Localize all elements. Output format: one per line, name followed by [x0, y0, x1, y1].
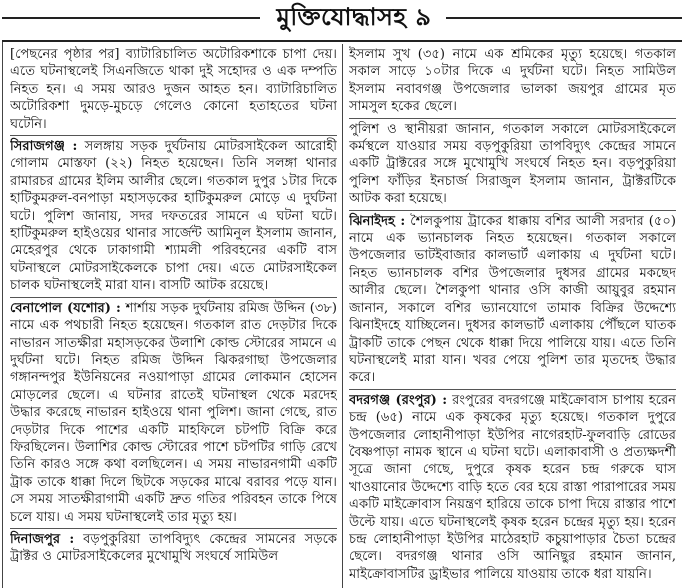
- paragraph-divider: [10, 297, 337, 298]
- paragraph-continuation: [পেছনের পৃষ্ঠার পর] ব্যাটারিচালিত অটোরিকশাকে চাপা দেয়। এতে ঘটনাস্থলেই সিএনজিতে থাকা দুই সহোদর ও এক দম্পতি নিহত হন। এ সময় আরও দুজন আহত হন। ব্যাটারিচালিত অটোরিকশা দুমড়ে-মুচড়ে গেলেও কোনো হতাহতের ঘটনা ঘটেনি।: [10, 47, 337, 132]
- paragraph-dinajpur-cont: ইসলাম সুখ (৩৫) নামে এক শ্রমিকের মৃত্যু হয়েছে। গতকাল সকাল সাড়ে ১০টার দিকে এ দুর্ঘটনা ঘটে। নিহত সামিউল ইসলাম নবাবগঞ্জ উপজেলার ভালকা জয়পুর গ্রামের মৃত সামসুল হকের ছেলে।: [349, 47, 676, 115]
- dateline: দিনাজপুর :: [10, 531, 75, 547]
- article-headline: মুক্তিযোদ্ধাসহ ৯: [276, 3, 432, 31]
- left-column: [10, 46, 337, 588]
- header-bottom-rule: [2, 40, 682, 42]
- paragraph-divider: [349, 389, 676, 390]
- header-rule-left: [2, 17, 260, 19]
- dateline: সিরাজগঞ্জ :: [10, 139, 78, 155]
- paragraph-benapole: বেনাপোল (যশোর) : শার্শায় সড়ক দুর্ঘটনায় রমিজ উদ্দিন (৩৮) নামে এক পথচারী নিহত হয়েছেন। গতকাল রাত দেড়টার দিকে নাভারন সাতক্ষীরা মহাসড়কের উলাশি কোল্ড স্টোরের সামনে এ দুর্ঘটনা ঘটে। নিহত রমিজ উদ্দিন ঝিকরগাছা উপজেলার গঙ্গানন্দপুর ইউনিয়নের নওয়াপাড়া গ্রামের লোকমান হোসেন মোড়লের ছেলে। এ ঘটনার রাতেই ঘটনাস্থল থেকে মরদেহ উদ্ধার করেছে নাভারন হাইওয়ে থানা পুলিশ। জানা গেছে, রাত দেড়টার দিকে পাশের একটি মাহফিলে চটপটি বিক্রি করে ফিরছিলেন। উলাশির কোল্ড স্টোরের পাশে চটপটির গাড়ি রেখে তিনি কারও সঙ্গে কথা বলছিলেন। এ সময় নাভারনগামী একটি ট্রাক তাকে ধাক্কা দিলে ছিটকে সড়কের মাঝে বরাবর পড়ে যান। সে সময় সাতক্ষীরাগামী একটি দ্রুত গতির পরিবহন তাকে পিষে চলে যায়। এ সময় ঘটনাস্থলেই তার মৃত্যু হয়।: [10, 300, 337, 525]
- paragraph-sirajganj: সিরাজগঞ্জ : সলঙ্গায় সড়ক দুর্ঘটনায় মোটরসাইকেল আরোহী গোলাম মোস্তফা (২২) নিহত হয়েছেন। তিনি সলঙ্গা থানার রামারচর গ্রামের ইলিম আলীর ছেলে। গতকাল দুপুর ১টার দিকে হাটিকুমরুল-বনপাড়া মহাসড়কের হাটিকুমরুল মোড়ে এ দুর্ঘটনা ঘটে। পুলিশ জানায়, সদর দফতরের সামনে এ ঘটনা ঘটে। হাটিকুমরুল হাইওয়ের থানার সার্জেন্ট আমিনুল ইসলাম জানান, মেহেরপুর থেকে ঢাকাগামী শ্যামলী পরিবহনের একটি বাস ঘটনাস্থলে মোটরসাইকেলকে চাপা দেয়। এতে মোটরসাইকেল চালক ঘটনাস্থলেই মারা যান। বাসটি আটক রয়েছে।: [10, 139, 337, 294]
- paragraph-dinajpur: দিনাজপুর : বড়পুকুরিয়া তাপবিদ্যুৎ কেন্দ্রের সামনের সড়কে ট্রাক্টর ও মোটরসাইকেলের মুখোমুখি সংঘর্ষে সামিউল: [10, 531, 337, 565]
- left-border-rule: [2, 42, 3, 588]
- paragraph-badarganj: বদরগঞ্জ (রংপুর) : রংপুরের বদরগঞ্জে মাইক্রোবাস চাপায় হরেন চন্দ্র (৬৫) নামে এক কৃষকের মৃত্যু হয়েছে। গতকাল দুপুরে উপজেলার লোহানীপাড়া ইউপির নাগেরহাট-ফুলবাড়ি রোডের বৈষ্ণপাড়া নামক স্থানে এ ঘটনা ঘটে। এলাকাবাসী ও প্রত্যক্ষদর্শী সূত্রে জানা গেছে, দুপুরে কৃষক হরেন চন্দ্র গরুকে ঘাস খাওয়ানোর উদ্দেশ্যে বাড়ি হতে বের হয়ে রাস্তা পারাপারের সময় একটি মাইক্রোবাস নিয়ন্ত্রণ হারিয়ে তাকে চাপা দিয়ে রাস্তার পাশে উল্টে যায়। এতে ঘটনাস্থলেই কৃষক হরেন চন্দ্রের মৃত্যু হয়। হরেন চন্দ্র লোহানীপাড়া ইউপির মাঠেরহাট কচুয়াপাড়ার চৈতা চন্দ্রের ছেলে। বদরগঞ্জ থানার ওসি আনিছুর রহমান জানান, মাইক্রোবাসটির ড্রাইভার পালিয়ে যাওয়ায় তাকে ধরা যায়নি।: [349, 392, 676, 582]
- paragraph-jhenaidah: ঝিনাইদহ : শৈলকুপায় ট্রাকের ধাক্কায় বশির আলী সরদার (৫০) নামে এক ভ্যানচালক নিহত হয়েছেন। গতকাল সকালে উপজেলার ভাটইবাজার কালভার্ট এলাকায় এ দুর্ঘটনা ঘটে। নিহত ভ্যানচালক বশির উপজেলার দুধসর গ্রামের মকছেদ আলীর ছেলে। শৈলকুপা থানার ওসি কাজী আয়ুবুর রহমান জানান, সকালে বশির ভ্যানযোগে তামাক বিক্রির উদ্দেশ্যে ঝিনাইদহে যাচ্ছিলেন। দুধসর কালভার্ট এলাকায় পৌঁছলে ঘাতক ট্রাকটি তাকে পেছন থেকে ধাক্কা দিয়ে পালিয়ে যায়। এতে তিনি ঘটনাস্থলেই মারা যান। খবর পেয়ে পুলিশ তার মৃতদেহ উদ্ধার করে।: [349, 213, 676, 386]
- column-divider: [342, 44, 343, 588]
- dateline: বেনাপোল (যশোর) :: [10, 300, 121, 316]
- dateline: বদরগঞ্জ (রংপুর) :: [349, 392, 448, 408]
- paragraph-divider: [10, 135, 337, 136]
- dateline: ঝিনাইদহ :: [349, 213, 406, 229]
- paragraph-divider: [10, 528, 337, 529]
- header-rule-right: [446, 17, 682, 19]
- paragraph-divider: [349, 118, 676, 119]
- paragraph-divider: [349, 210, 676, 211]
- right-column: [349, 46, 676, 588]
- paragraph-police-statement: পুলিশ ও স্থানীয়রা জানান, গতকাল সকালে মোটরসাইকেলে কর্মস্থলে যাওয়ার সময় বড়পুকুরিয়া তাপবিদ্যুৎ কেন্দ্রের সামনে একটি ট্রাক্টরের সঙ্গে মুখোমুখি সংঘর্ষে নিহত হন। বড়পুকুরিয়া পুলিশ ফাঁড়ির ইনচার্জ সিরাজুল ইসলাম জানান, ট্রাক্টরটিকে আটক করা হয়েছে।: [349, 121, 676, 207]
